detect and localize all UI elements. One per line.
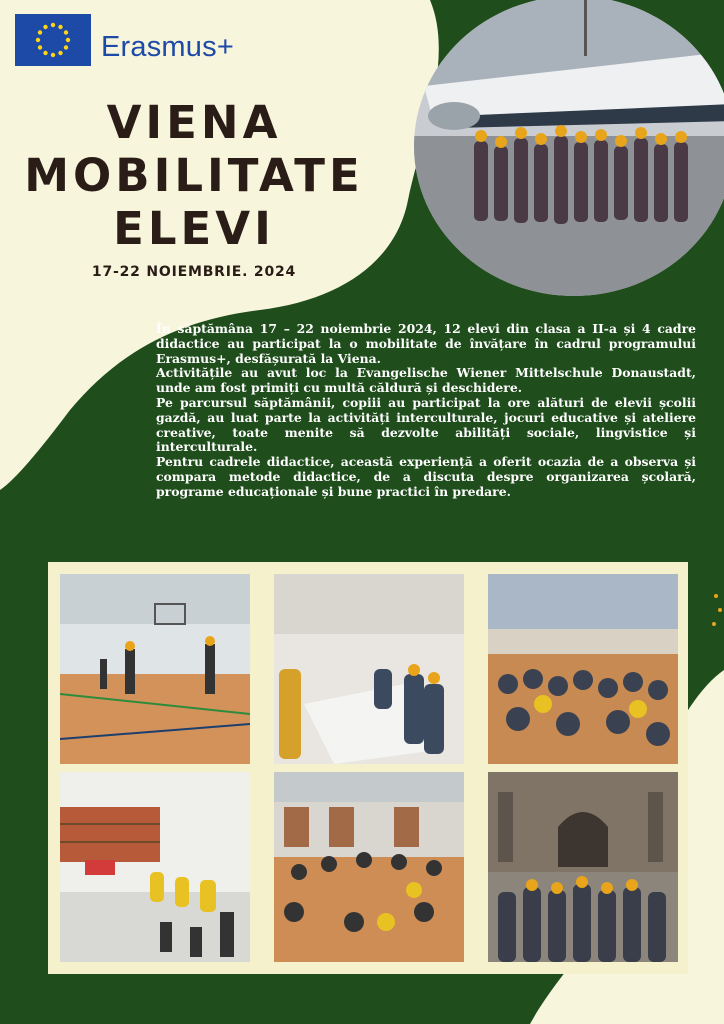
- erasmus-logo: [15, 14, 234, 66]
- event-date: 17-22 NOIEMBRIE. 2024: [91, 264, 297, 280]
- eu-flag-icon: [15, 14, 91, 66]
- title-line-1: VIENA: [106, 96, 282, 149]
- gallery-photo-gym-hockey: [60, 574, 250, 764]
- page-title: [0, 96, 388, 255]
- article-body: [156, 322, 696, 500]
- hero-photo-airport: [414, 0, 724, 296]
- gallery-photo-library: [60, 772, 250, 962]
- gallery-photo-circle-game: [274, 772, 464, 962]
- photo-gallery: [48, 562, 688, 974]
- erasmus-logo-text: Erasmus+: [101, 30, 234, 63]
- paragraph-3: Pe parcursul săptămânii, copiii au participat la ore alături de elevii școlii gazdă, au luat parte la activități interculturale, jocuri educative și ateliere creative, toate menite să dezvolte abilități sociale, lingvistice și interculturale.: [156, 394, 696, 455]
- paragraph-1: În săptămâna 17 – 22 noiembrie 2024, 12 elevi din clasa a II-a și 4 cadre didactice au participat la o mobilitate de învățare în cadrul programului Erasmus+, desfășurată la Viena.: [156, 321, 696, 366]
- decorative-dots: [704, 590, 724, 640]
- title-line-2: MOBILITATE: [24, 149, 364, 202]
- gallery-photo-classroom-table: [274, 574, 464, 764]
- paragraph-2: Activitățile au avut loc la Evangelische Wiener Mittelschule Donaustadt, unde am fost primiți cu multă căldură și deschidere.: [156, 365, 696, 396]
- gallery-photo-cathedral: [488, 772, 678, 962]
- title-line-3: ELEVI: [113, 202, 275, 255]
- gallery-photo-gym-assembly: [488, 574, 678, 764]
- paragraph-4: Pentru cadrele didactice, această experiență a oferit ocazia de a observa și compara metode didactice, de a discuta despre organizarea școlară, programe educaționale și bune practici în predare.: [156, 454, 696, 499]
